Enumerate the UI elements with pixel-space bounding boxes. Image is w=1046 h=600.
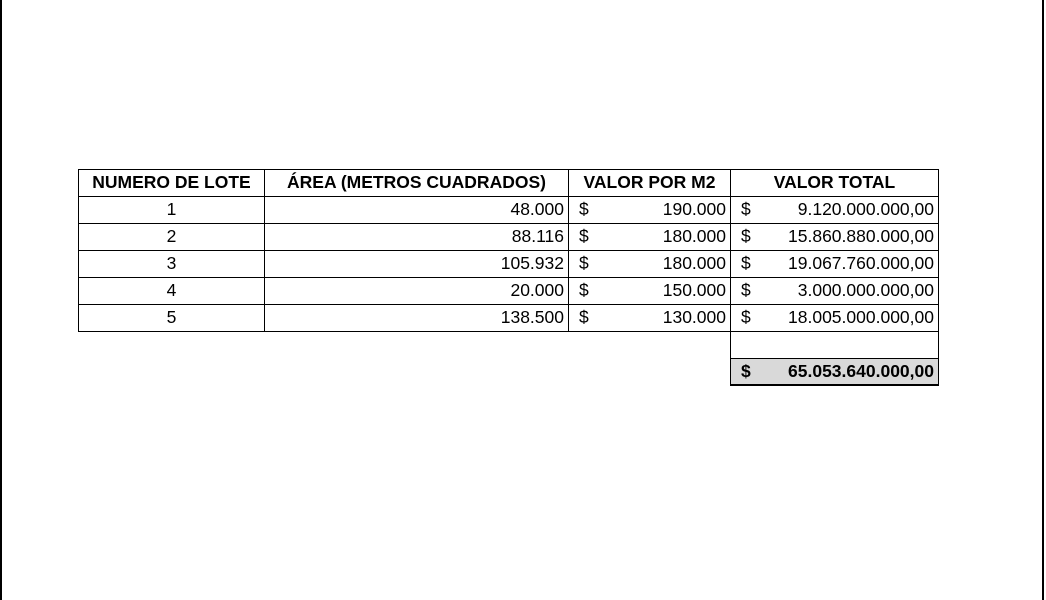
table-row — [79, 197, 939, 224]
sum-row — [79, 359, 939, 385]
currency-symbol: $ — [741, 307, 751, 328]
currency-symbol: $ — [579, 199, 589, 220]
empty-cell — [265, 359, 569, 385]
currency-symbol: $ — [579, 226, 589, 247]
empty-cell — [79, 359, 265, 385]
valor-total-cell[interactable] — [731, 251, 939, 278]
currency-symbol: $ — [579, 253, 589, 274]
valor-m2-value: 190.000 — [662, 199, 726, 220]
table-row — [79, 305, 939, 332]
currency-symbol: $ — [579, 307, 589, 328]
currency-symbol: $ — [741, 253, 751, 274]
header-area[interactable]: ÁREA (METROS CUADRADOS) — [265, 170, 569, 197]
header-row — [79, 170, 939, 197]
area-cell[interactable]: 20.000 — [265, 278, 569, 305]
lots-table — [78, 169, 939, 386]
valor-total-value: 3.000.000.000,00 — [797, 280, 934, 301]
area-cell[interactable]: 138.500 — [265, 305, 569, 332]
valor-total-value: 19.067.760.000,00 — [788, 253, 934, 274]
currency-symbol: $ — [741, 360, 751, 381]
area-cell[interactable]: 88.116 — [265, 224, 569, 251]
empty-cell — [569, 332, 731, 359]
valor-total-cell[interactable] — [731, 278, 939, 305]
lote-cell[interactable]: 4 — [79, 278, 265, 305]
valor-total-cell[interactable] — [731, 224, 939, 251]
valor-m2-cell[interactable] — [569, 251, 731, 278]
valor-m2-value: 180.000 — [662, 253, 726, 274]
currency-symbol: $ — [579, 280, 589, 301]
header-valor-por-m2[interactable]: VALOR POR M2 — [569, 170, 731, 197]
valor-m2-value: 180.000 — [662, 226, 726, 247]
area-cell[interactable]: 48.000 — [265, 197, 569, 224]
valor-m2-cell[interactable] — [569, 224, 731, 251]
table-row — [79, 224, 939, 251]
valor-m2-cell[interactable] — [569, 278, 731, 305]
table-row — [79, 251, 939, 278]
header-numero-de-lote[interactable]: NUMERO DE LOTE — [79, 170, 265, 197]
currency-symbol: $ — [741, 199, 751, 220]
valor-total-value: 18.005.000.000,00 — [788, 307, 934, 328]
valor-m2-value: 130.000 — [662, 307, 726, 328]
empty-cell — [569, 359, 731, 385]
header-valor-total[interactable]: VALOR TOTAL — [731, 170, 939, 197]
lote-cell[interactable]: 1 — [79, 197, 265, 224]
grand-total-cell[interactable] — [731, 359, 939, 385]
lote-cell[interactable]: 3 — [79, 251, 265, 278]
valor-total-value: 15.860.880.000,00 — [788, 226, 934, 247]
currency-symbol: $ — [741, 226, 751, 247]
spacer-row — [79, 332, 939, 359]
blank-total-cell[interactable] — [731, 332, 939, 359]
spreadsheet-area — [78, 169, 939, 386]
valor-total-cell[interactable] — [731, 197, 939, 224]
valor-m2-cell[interactable] — [569, 197, 731, 224]
empty-cell — [265, 332, 569, 359]
table-row — [79, 278, 939, 305]
valor-m2-value: 150.000 — [662, 280, 726, 301]
valor-total-cell[interactable] — [731, 305, 939, 332]
valor-total-value: 9.120.000.000,00 — [797, 199, 934, 220]
area-cell[interactable]: 105.932 — [265, 251, 569, 278]
lote-cell[interactable]: 5 — [79, 305, 265, 332]
grand-total-value: 65.053.640.000,00 — [788, 360, 934, 381]
empty-cell — [79, 332, 265, 359]
currency-symbol: $ — [741, 280, 751, 301]
valor-m2-cell[interactable] — [569, 305, 731, 332]
lote-cell[interactable]: 2 — [79, 224, 265, 251]
